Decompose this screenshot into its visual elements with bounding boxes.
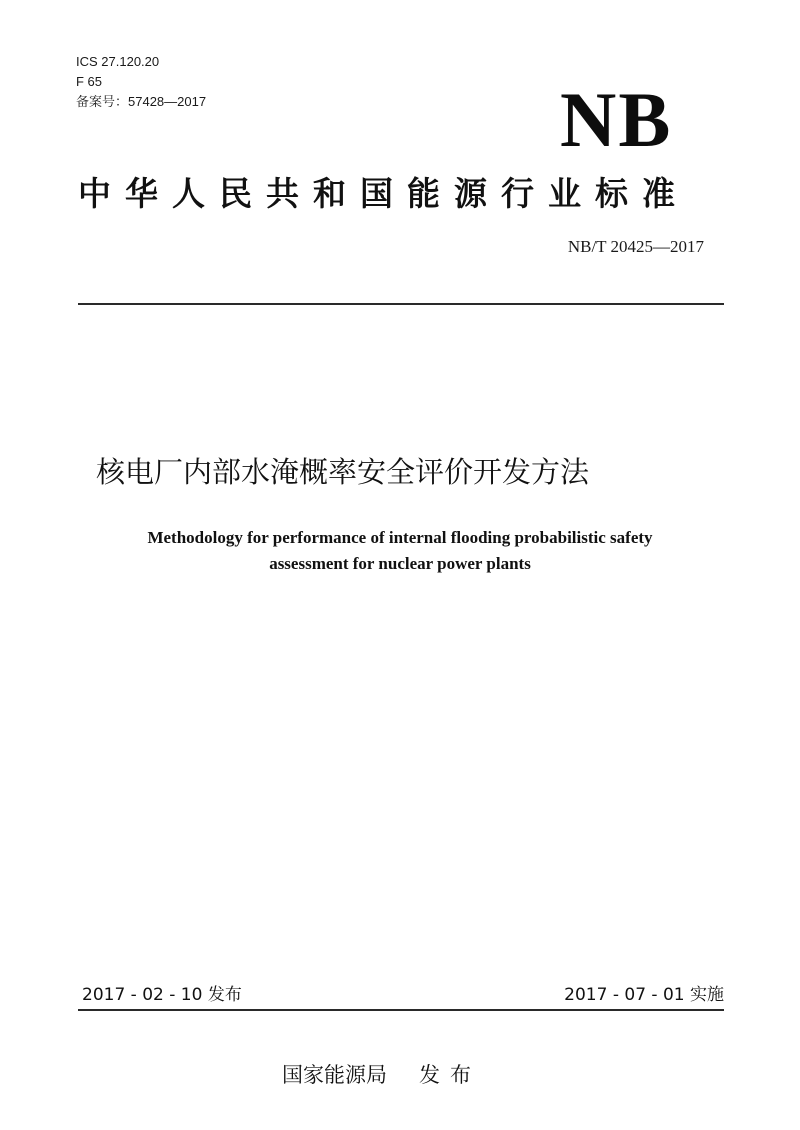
title-en-line-2: assessment for nuclear power plants (269, 554, 531, 573)
issue-date: 2017 - 02 - 10 发布 (82, 985, 242, 1005)
nb-logo: NB (560, 76, 673, 163)
issuer-action: 发布 (419, 1063, 481, 1087)
header-divider (78, 303, 724, 305)
implementation-date: 2017 - 07 - 01 实施 (564, 985, 724, 1005)
issuer-line (282, 1061, 481, 1089)
issuer-name: 国家能源局 (282, 1063, 387, 1087)
document-title-en (60, 525, 740, 577)
category-code: F 65 (76, 74, 103, 89)
ics-code: ICS 27.120.20 (76, 54, 160, 69)
standard-metadata (76, 52, 206, 112)
organization-title: 中华人民共和国能源行业标准 (78, 174, 689, 213)
document-title-cn: 核电厂内部水淹概率安全评价开发方法 (96, 455, 590, 489)
dates-row (78, 983, 724, 1011)
footer-divider (78, 1009, 724, 1011)
standard-number: NB/T 20425—2017 (567, 237, 704, 256)
record-number: 备案号：57428—2017 (76, 94, 207, 109)
title-en-line-1: Methodology for performance of internal flooding probabilistic safety (147, 528, 653, 547)
